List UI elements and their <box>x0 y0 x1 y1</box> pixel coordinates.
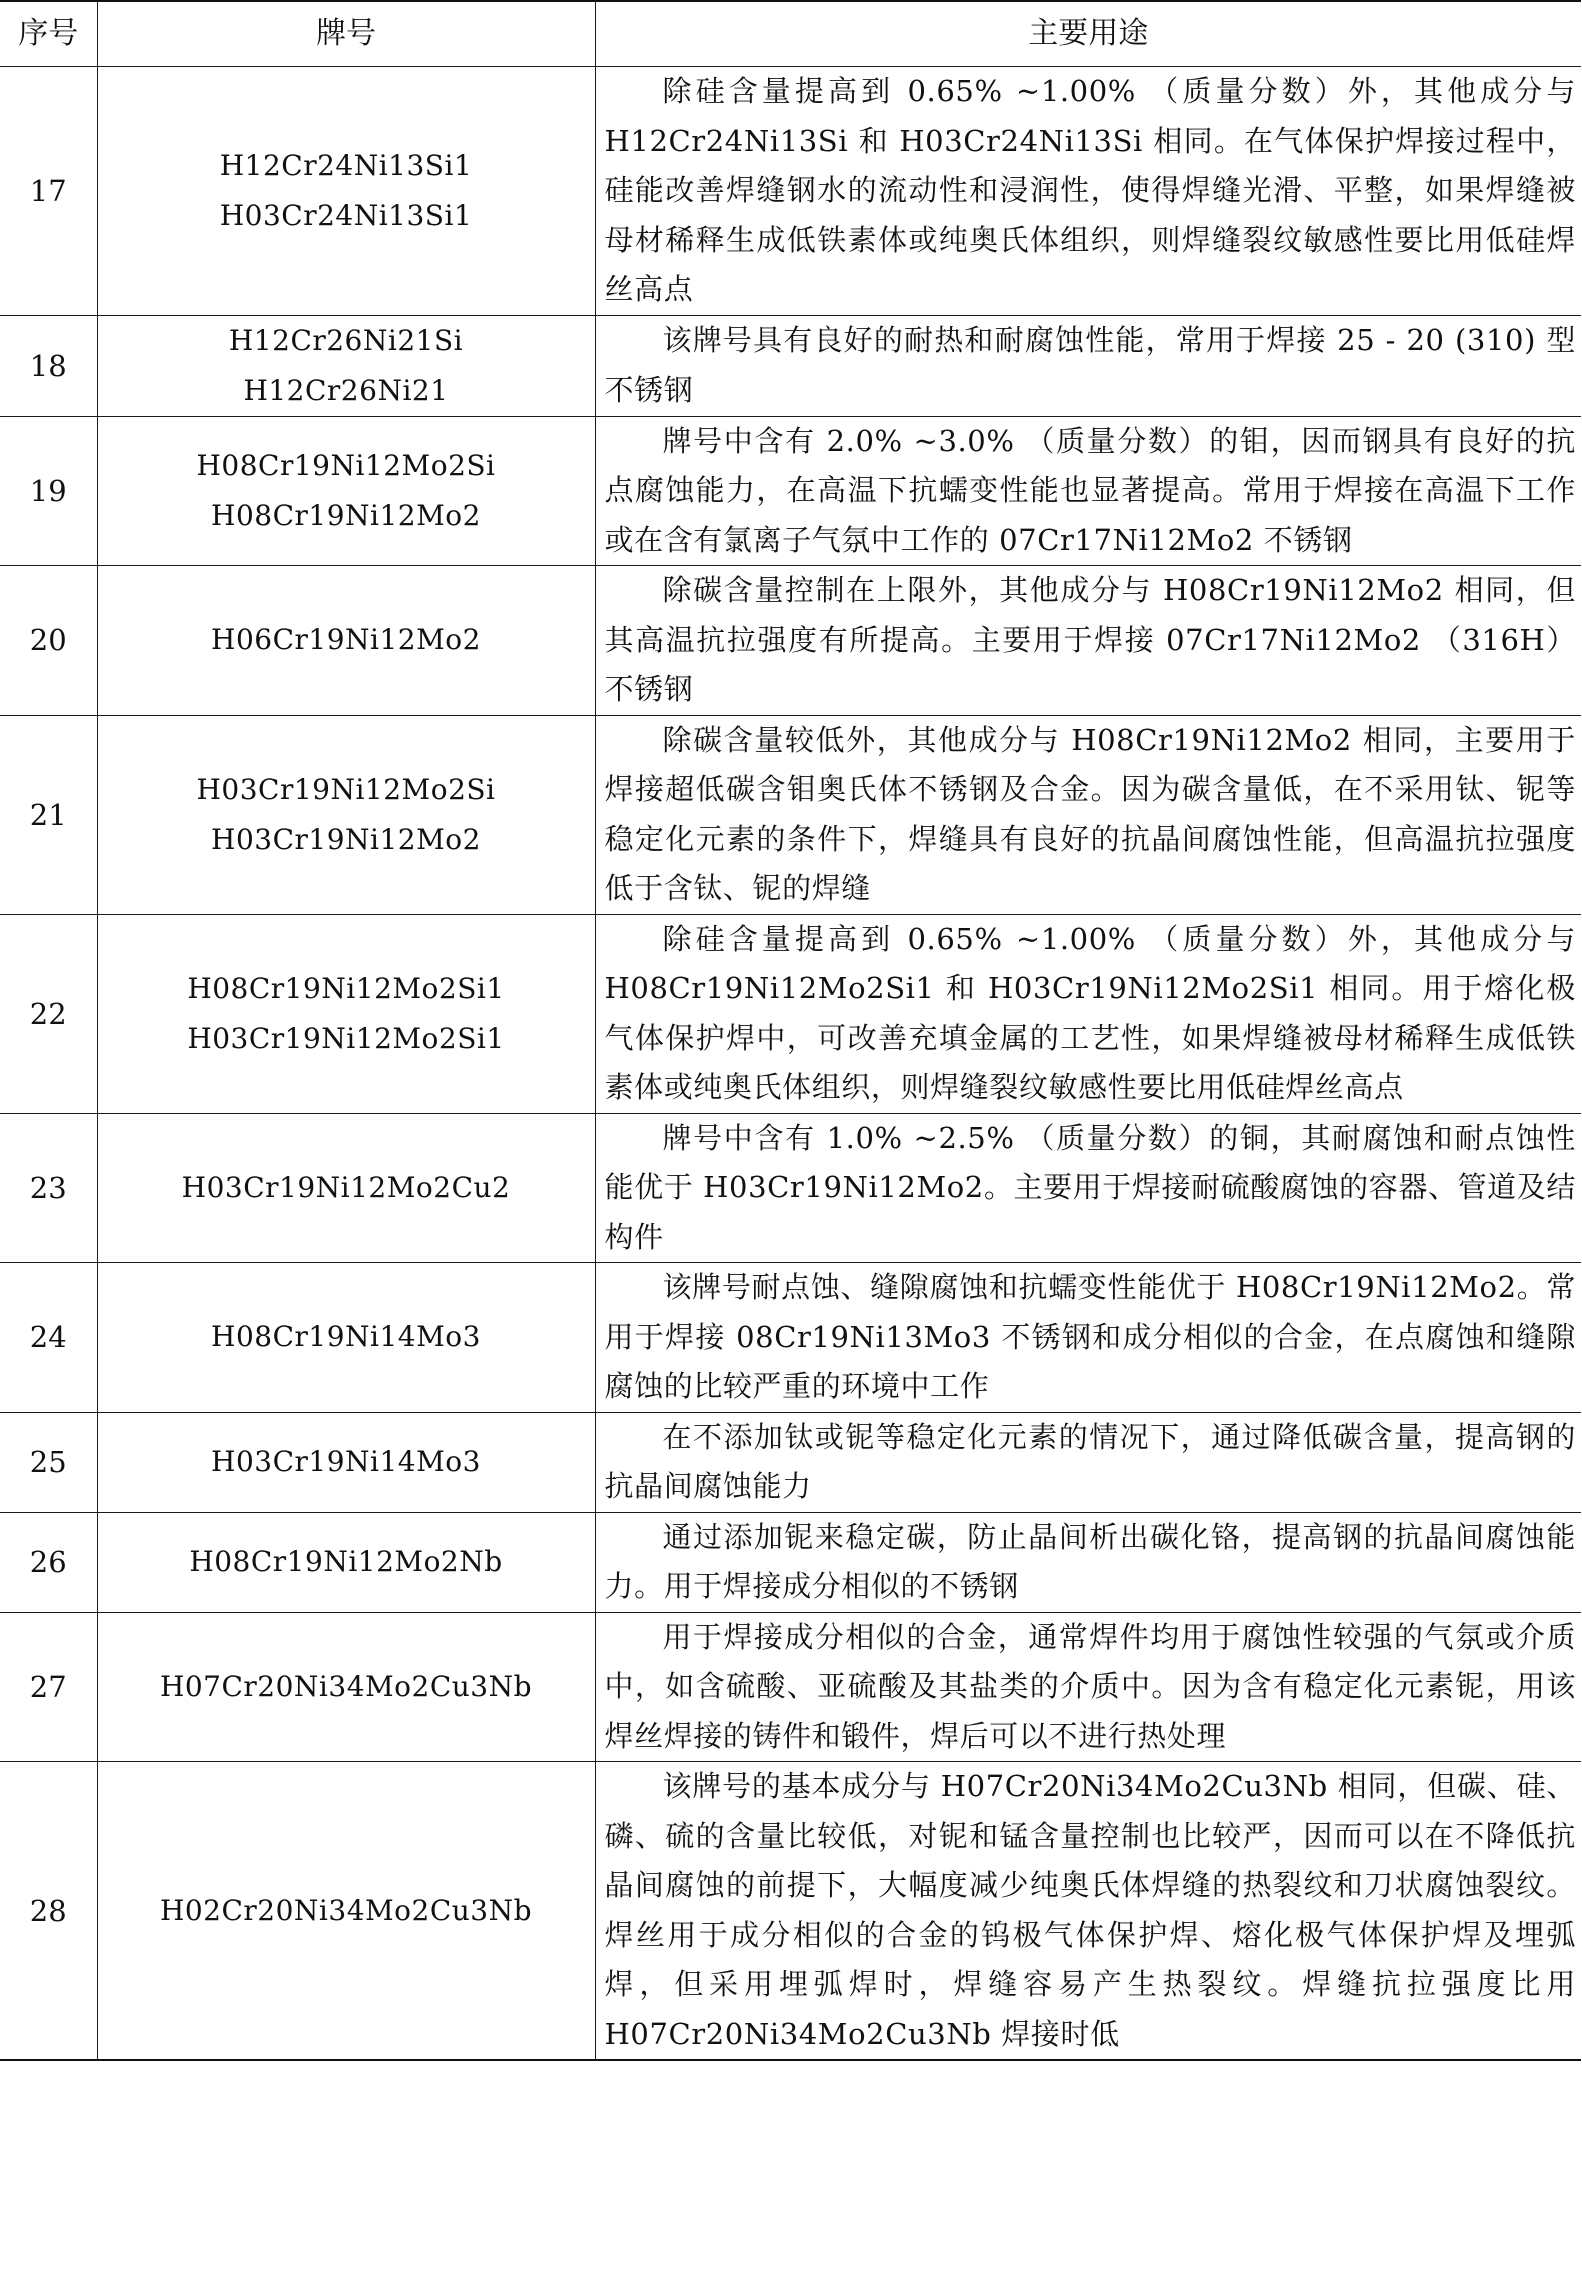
header-row <box>0 1 1581 67</box>
grade-cell <box>97 1263 595 1413</box>
table-row <box>0 1762 1581 2061</box>
grade-name: H12Cr26Ni21 <box>243 373 449 407</box>
table-row <box>0 67 1581 316</box>
grade-name: H08Cr19Ni12Mo2 <box>211 498 481 532</box>
row-number: 21 <box>0 715 97 914</box>
header-use: 主要用途 <box>595 1 1581 67</box>
main-use-text: 除硅含量提高到 0.65% ~1.00% （质量分数）外，其他成分与 H12Cr24Ni13Si 和 H03Cr24Ni13Si 相同。在气体保护焊接过程中，硅能改善焊缝钢水的流动性和浸润性，使得焊缝光滑、平整，如果焊缝被母材稀释生成低铁素体或纯奥氏体组织，则焊缝裂纹敏感性要比用低硅焊丝高点 <box>595 67 1581 316</box>
grade-name: H08Cr19Ni14Mo3 <box>211 1320 481 1354</box>
grade-cell <box>97 1512 595 1612</box>
grade-cell <box>97 914 595 1113</box>
row-number: 25 <box>0 1412 97 1512</box>
main-use-text: 在不添加钛或铌等稳定化元素的情况下，通过降低碳含量，提高钢的抗晶间腐蚀能力 <box>595 1412 1581 1512</box>
table-row <box>0 914 1581 1113</box>
main-use-text: 通过添加铌来稳定碳，防止晶间析出碳化铬，提高钢的抗晶间腐蚀能力。用于焊接成分相似的不锈钢 <box>595 1512 1581 1612</box>
main-use-text: 牌号中含有 1.0% ~2.5% （质量分数）的铜，其耐腐蚀和耐点蚀性能优于 H03Cr19Ni12Mo2。主要用于焊接耐硫酸腐蚀的容器、管道及结构件 <box>595 1113 1581 1263</box>
grade-name: H03Cr19Ni12Mo2Si <box>196 772 496 806</box>
grade-cell <box>97 1113 595 1263</box>
row-number: 27 <box>0 1612 97 1762</box>
grade-name: H03Cr19Ni12Mo2 <box>211 822 481 856</box>
row-number: 23 <box>0 1113 97 1263</box>
table-row <box>0 1412 1581 1512</box>
main-use-text: 除碳含量控制在上限外，其他成分与 H08Cr19Ni12Mo2 相同，但其高温抗拉强度有所提高。主要用于焊接 07Cr17Ni12Mo2 （316H）不锈钢 <box>595 566 1581 716</box>
header-no: 序号 <box>0 1 97 67</box>
row-number: 19 <box>0 416 97 566</box>
row-number: 17 <box>0 67 97 316</box>
grade-cell <box>97 715 595 914</box>
grade-name: H12Cr26Ni21Si <box>228 323 464 357</box>
table-row <box>0 715 1581 914</box>
main-use-text: 该牌号的基本成分与 H07Cr20Ni34Mo2Cu3Nb 相同，但碳、硅、磷、硫的含量比较低，对铌和锰含量控制也比较严，因而可以在不降低抗晶间腐蚀的前提下，大幅度减少纯奥氏体焊缝的热裂纹和刀状腐蚀裂纹。焊丝用于成分相似的合金的钨极气体保护焊、熔化极气体保护焊及埋弧焊，但采用埋弧焊时，焊缝容易产生热裂纹。焊缝抗拉强度比用 H07Cr20Ni34Mo2Cu3Nb 焊接时低 <box>595 1762 1581 2061</box>
grade-cell <box>97 1412 595 1512</box>
grade-name: H03Cr24Ni13Si1 <box>219 198 473 232</box>
table-row <box>0 416 1581 566</box>
header-grade: 牌号 <box>97 1 595 67</box>
grade-name: H08Cr19Ni12Mo2Si1 <box>187 971 505 1005</box>
grade-cell <box>97 566 595 716</box>
grade-name: H08Cr19Ni12Mo2Nb <box>189 1545 503 1578</box>
grade-name: H03Cr19Ni12Mo2Cu2 <box>181 1170 511 1204</box>
grade-name: H06Cr19Ni12Mo2 <box>211 623 481 657</box>
grade-name: H07Cr20Ni34Mo2Cu3Nb <box>159 1669 533 1703</box>
grade-cell <box>97 1612 595 1762</box>
row-number: 18 <box>0 315 97 416</box>
table-row <box>0 315 1581 416</box>
main-use-text: 牌号中含有 2.0% ~3.0% （质量分数）的钼，因而钢具有良好的抗点腐蚀能力，在高温下抗蠕变性能也显著提高。常用于焊接在高温下工作或在含有氯离子气氛中工作的 07Cr17Ni12Mo2 不锈钢 <box>595 416 1581 566</box>
main-use-text: 除硅含量提高到 0.65% ~1.00% （质量分数）外，其他成分与 H08Cr19Ni12Mo2Si1 和 H03Cr19Ni12Mo2Si1 相同。用于熔化极气体保护焊中，可改善充填金属的工艺性，如果焊缝被母材稀释生成低铁素体或纯奥氏体组织，则焊缝裂纹敏感性要比用低硅焊丝高点 <box>595 914 1581 1113</box>
grade-name: H08Cr19Ni12Mo2Si <box>196 448 496 482</box>
grade-name: H03Cr19Ni12Mo2Si1 <box>187 1021 505 1055</box>
grade-cell <box>97 315 595 416</box>
main-use-text: 该牌号耐点蚀、缝隙腐蚀和抗蠕变性能优于 H08Cr19Ni12Mo2。常用于焊接 08Cr19Ni13Mo3 不锈钢和成分相似的合金，在点腐蚀和缝隙腐蚀的比较严重的环境中工作 <box>595 1263 1581 1413</box>
main-use-text: 该牌号具有良好的耐热和耐腐蚀性能，常用于焊接 25 - 20 (310) 型不锈钢 <box>595 315 1581 416</box>
row-number: 28 <box>0 1762 97 2061</box>
table-row <box>0 566 1581 716</box>
row-number: 20 <box>0 566 97 716</box>
grade-cell <box>97 416 595 566</box>
row-number: 26 <box>0 1512 97 1612</box>
grade-cell <box>97 1762 595 2061</box>
table-row <box>0 1512 1581 1612</box>
grade-name: H03Cr19Ni14Mo3 <box>211 1445 481 1478</box>
row-number: 24 <box>0 1263 97 1413</box>
table-row <box>0 1612 1581 1762</box>
grade-cell <box>97 67 595 316</box>
grade-name: H12Cr24Ni13Si1 <box>219 148 473 182</box>
table-row <box>0 1263 1581 1413</box>
table-row <box>0 1113 1581 1263</box>
row-number: 22 <box>0 914 97 1113</box>
main-use-text: 除碳含量较低外，其他成分与 H08Cr19Ni12Mo2 相同，主要用于焊接超低碳含钼奥氏体不锈钢及合金。因为碳含量低，在不采用钛、铌等稳定化元素的条件下，焊缝具有良好的抗晶间腐蚀性能，但高温抗拉强度低于含钛、铌的焊缝 <box>595 715 1581 914</box>
table-body <box>0 1 1581 2060</box>
main-use-text: 用于焊接成分相似的合金，通常焊件均用于腐蚀性较强的气氛或介质中，如含硫酸、亚硫酸及其盐类的介质中。因为含有稳定化元素铌，用该焊丝焊接的铸件和锻件，焊后可以不进行热处理 <box>595 1612 1581 1762</box>
grade-name: H02Cr20Ni34Mo2Cu3Nb <box>159 1893 533 1927</box>
